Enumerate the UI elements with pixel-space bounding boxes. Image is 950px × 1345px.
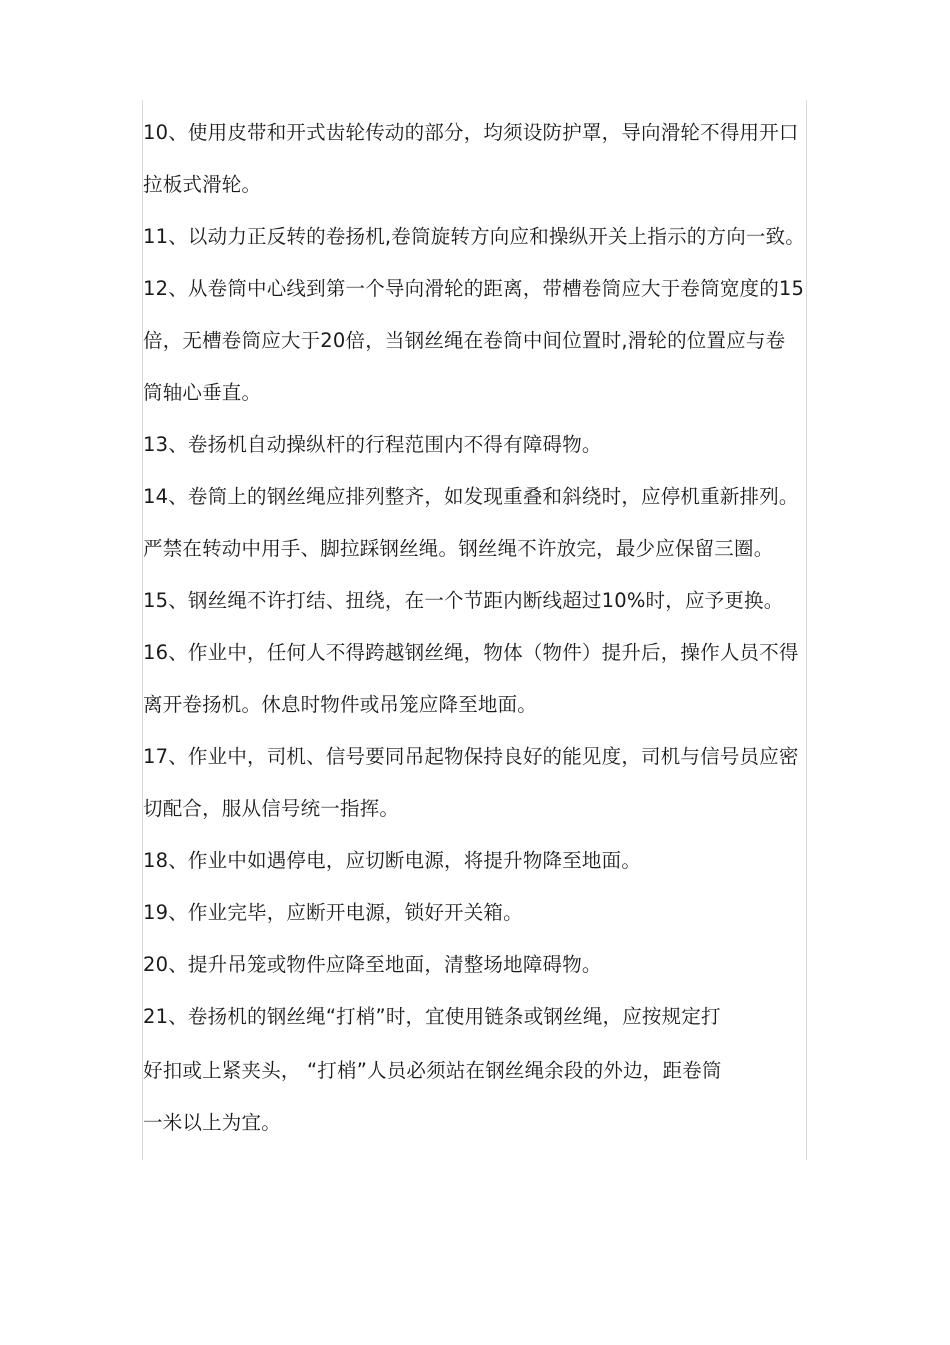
text-line-item-11: 11、以动力正反转的卷扬机,卷筒旋转方向应和操纵开关上指示的方向一致。 [143, 225, 806, 248]
text-line-item-12: 12、从卷筒中心线到第一个导向滑轮的距离，带槽卷筒应大于卷筒宽度的15 [143, 277, 805, 300]
text-line-item-16-cont: 离开卷扬机。休息时物件或吊笼应降至地面。 [143, 693, 538, 716]
left-margin-rule [142, 100, 143, 1160]
text-line-item-15: 15、钢丝绳不许打结、扭绕，在一个节距内断线超过10%时，应予更换。 [143, 589, 784, 612]
text-line-item-10-cont: 拉板式滑轮。 [143, 173, 262, 196]
text-line-item-14: 14、卷筒上的钢丝绳应排列整齐，如发现重叠和斜绕时，应停机重新排列。 [143, 485, 799, 508]
text-line-item-17-cont: 切配合，服从信号统一指挥。 [143, 797, 400, 820]
text-line-item-17: 17、作业中，司机、信号要同吊起物保持良好的能见度，司机与信号员应密 [143, 745, 799, 768]
text-line-item-10: 10、使用皮带和开式齿轮传动的部分，均须设防护罩，导向滑轮不得用开口 [143, 121, 799, 144]
text-line-item-13: 13、卷扬机自动操纵杆的行程范围内不得有障碍物。 [143, 433, 602, 456]
text-line-item-21: 21、卷扬机的钢丝绳“打梢”时，宜使用链条或钢丝绳，应按规定打 [143, 1005, 721, 1028]
text-line-item-16: 16、作业中，任何人不得跨越钢丝绳，物体（物件）提升后，操作人员不得 [143, 641, 799, 664]
text-line-item-20: 20、提升吊笼或物件应降至地面，清整场地障碍物。 [143, 953, 602, 976]
right-margin-rule [806, 100, 807, 1160]
text-line-item-14-cont: 严禁在转动中用手、脚拉踩钢丝绳。钢丝绳不许放完，最少应保留三圈。 [143, 537, 774, 560]
text-line-item-21-cont2: 一米以上为宜。 [143, 1111, 281, 1134]
text-line-item-19: 19、作业完毕，应断开电源，锁好开关箱。 [143, 901, 523, 924]
text-line-item-21-cont: 好扣或上紧夹头， “打梢”人员必须站在钢丝绳余段的外边，距卷筒 [143, 1059, 722, 1082]
text-line-item-18: 18、作业中如遇停电，应切断电源，将提升物降至地面。 [143, 849, 642, 872]
text-line-item-12-cont: 倍，无槽卷筒应大于20倍，当钢丝绳在卷筒中间位置时,滑轮的位置应与卷 [143, 329, 786, 352]
text-line-item-12-cont2: 筒轴心垂直。 [143, 381, 262, 404]
